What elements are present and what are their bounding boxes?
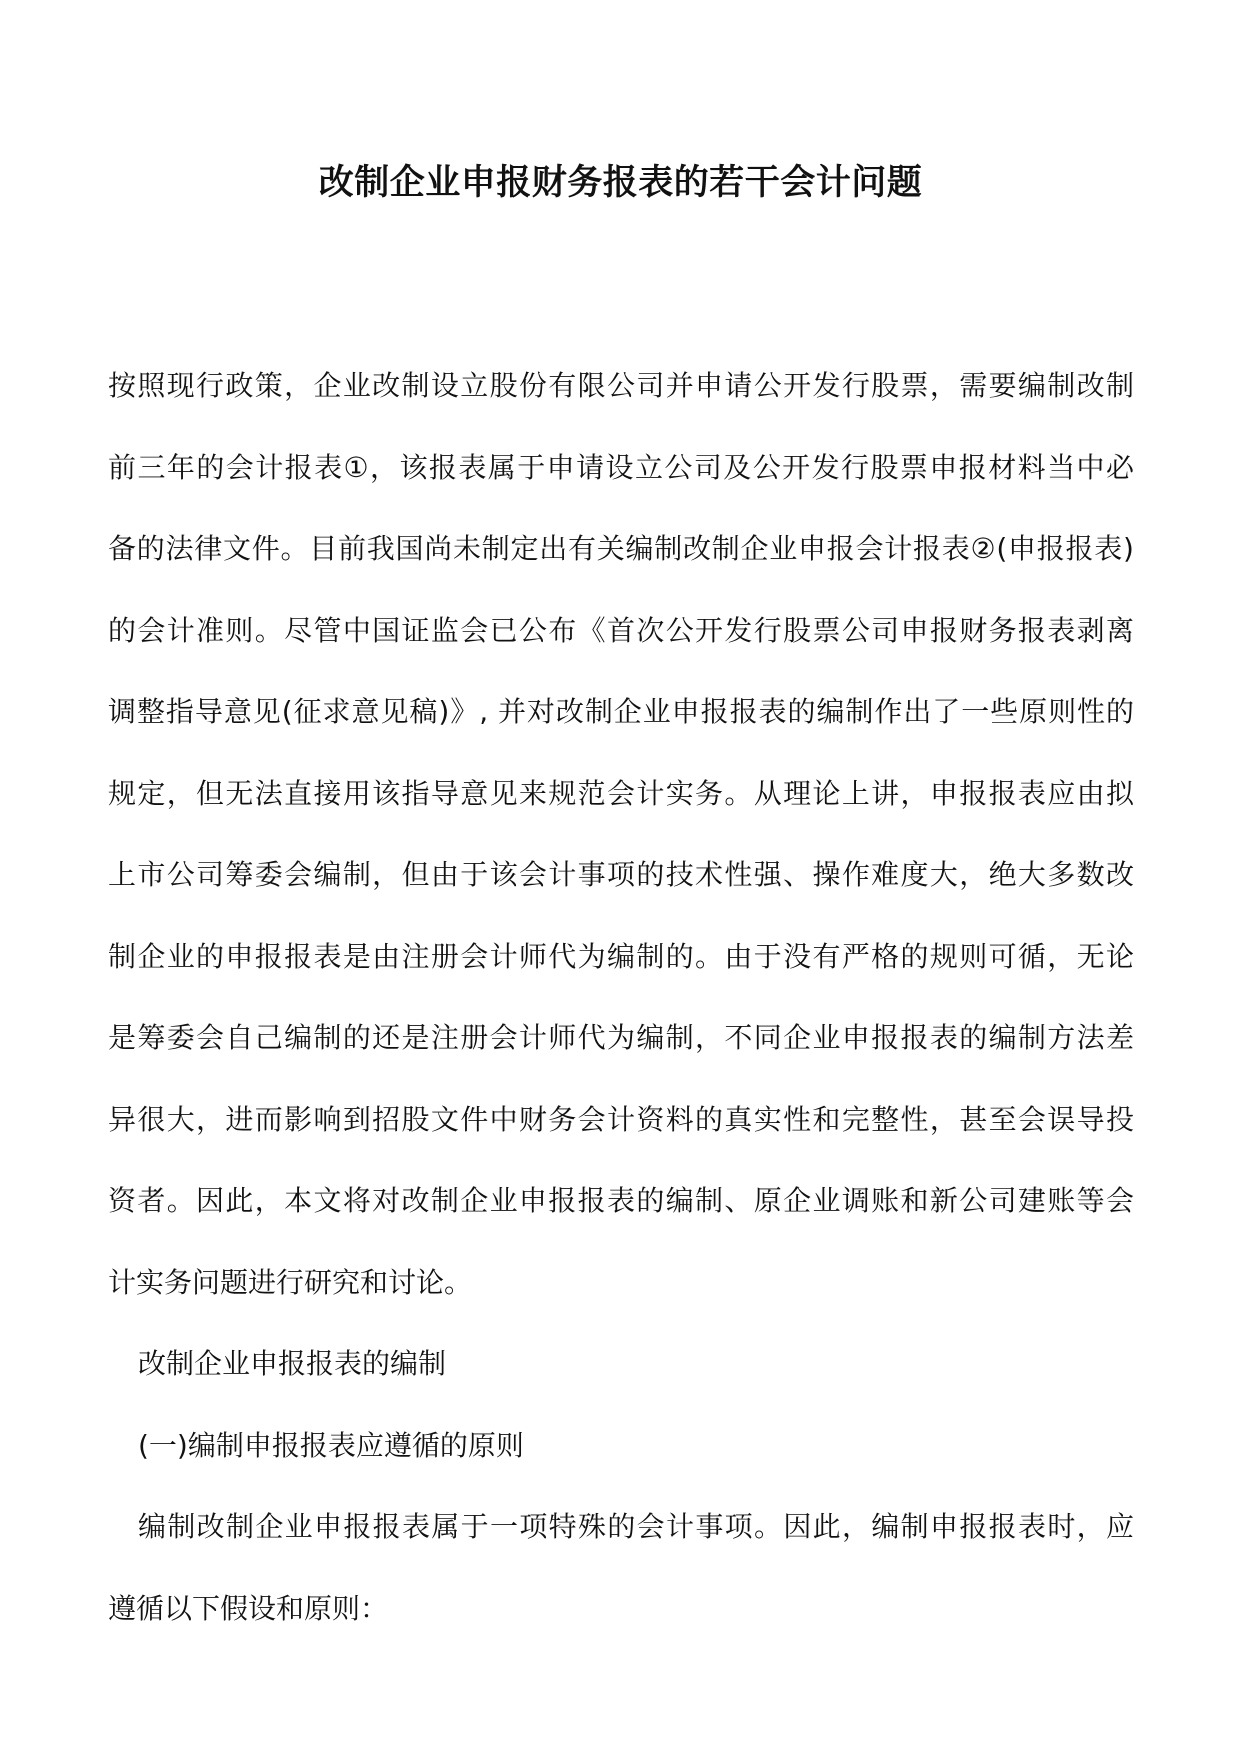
intro-line: 规定，但无法直接用该指导意见来规范会计实务。从理论上讲，申报报表应由拟 <box>108 776 1134 810</box>
section-heading-text: 改制企业申报报表的编制 <box>138 1347 447 1380</box>
document-title: 改制企业申报财务报表的若干会计问题 <box>318 163 923 203</box>
intro-line: 异很大，进而影响到招股文件中财务会计资料的真实性和完整性，甚至会误导投 <box>108 1102 1134 1136</box>
intro-line: 前三年的会计报表①，该报表属于申请设立公司及公开发行股票申报材料当中必 <box>108 450 1134 484</box>
intro-line: 是筹委会自己编制的还是注册会计师代为编制，不同企业申报报表的编制方法差 <box>108 1021 1134 1054</box>
intro-line: 按照现行政策，企业改制设立股份有限公司并申请公开发行股票，需要编制改制 <box>108 369 1134 402</box>
intro-line: 调整指导意见(征求意见稿)》, 并对改制企业申报报表的编制作出了一些原则性的 <box>108 695 1134 728</box>
principle-line: 编制改制企业申报报表属于一项特殊的会计事项。因此，编制申报报表时，应 <box>138 1510 1134 1543</box>
section-heading <box>108 1323 1134 1405</box>
intro-line: 的会计准则。尽管中国证监会已公布《首次公开发行股票公司申报财务报表剥离 <box>108 613 1134 647</box>
intro-line: 计实务问题进行研究和讨论。 <box>108 1265 473 1299</box>
intro-line: 资者。因此，本文将对改制企业申报报表的编制、原企业调账和新公司建账等会 <box>108 1184 1134 1217</box>
principle-line: 遵循以下假设和原则： <box>108 1591 389 1625</box>
intro-line: 备的法律文件。目前我国尚未制定出有关编制改制企业申报会计报表②(申报报表) <box>108 532 1134 565</box>
intro-paragraph <box>108 345 1134 1323</box>
principle-paragraph <box>108 1486 1134 1649</box>
intro-line: 制企业的申报报表是由注册会计师代为编制的。由于没有严格的规则可循，无论 <box>108 939 1134 973</box>
subsection-heading <box>108 1405 1134 1487</box>
intro-line: 上市公司筹委会编制，但由于该会计事项的技术性强、操作难度大，绝大多数改 <box>108 858 1134 891</box>
subsection-heading-text: (一)编制申报报表应遵循的原则 <box>138 1428 524 1462</box>
document-body <box>108 345 1134 1649</box>
